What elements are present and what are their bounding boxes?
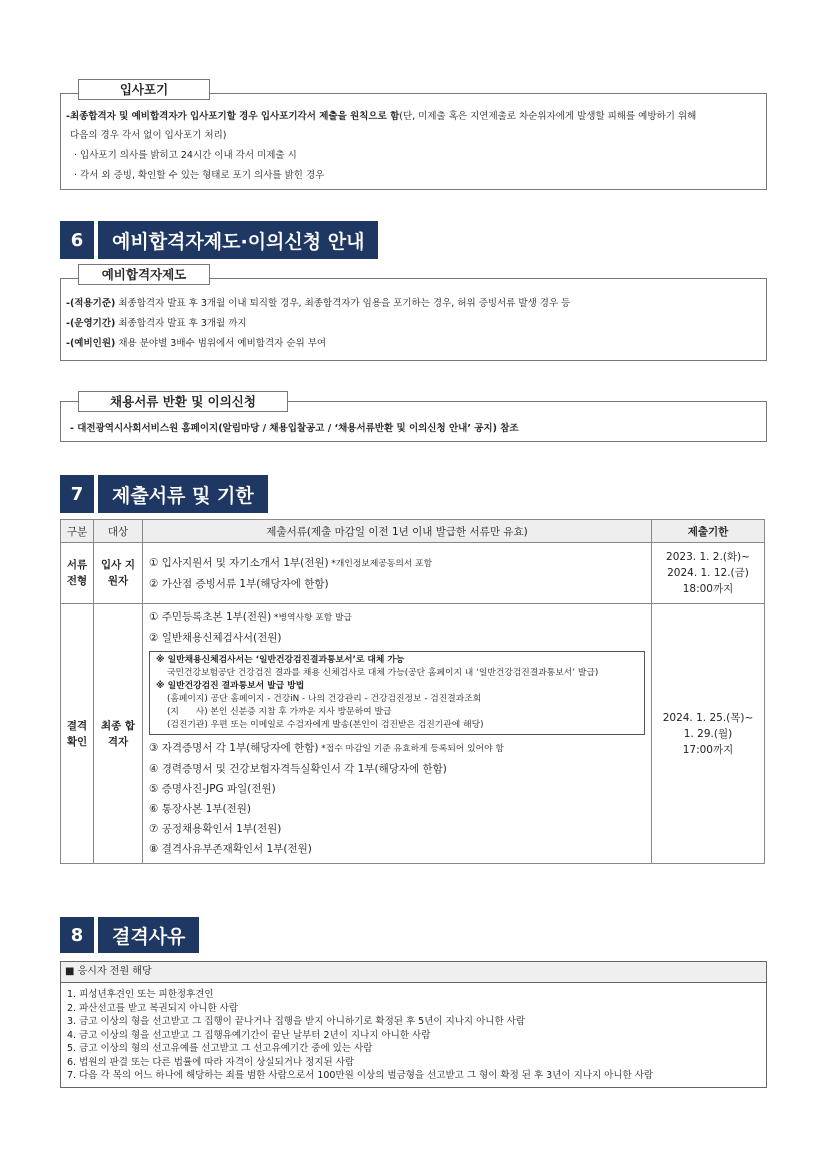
row2-item-8: ⑧ 결격사유부존재확인서 1부(전원) <box>149 843 312 855</box>
row1-documents <box>143 543 652 604</box>
row1-item-2: ② 가산점 증빙서류 1부(해당자에 한함) <box>149 577 329 590</box>
row2-category: 결격 확인 <box>61 604 94 864</box>
disqualification-item: 2. 파산선고를 받고 복권되지 아니한 사람 <box>67 1002 238 1014</box>
disqualification-item: 4. 금고 이상의 형을 선고받고 그 집행유예기간이 끝난 날부터 2년이 지나지 아니한 사람 <box>67 1029 431 1041</box>
note-line-2: 국민건강보험공단 건강검진 결과를 채용 신체검사로 대체 가능(공단 홈페이지 내 ‘일반건강검진결과통보서’ 발급) <box>167 668 599 678</box>
header-documents: 제출서류(제출 마감일 이전 1년 이내 발급한 서류만 유효) <box>143 520 652 543</box>
section-8-header <box>60 917 199 953</box>
row1-deadline-2: 2024. 1. 12.(금) <box>667 567 749 579</box>
row2-documents <box>143 604 652 864</box>
row2-item-4: ④ 경력증명서 및 건강보험자격득실확인서 각 1부(해당자에 한함) <box>149 763 447 775</box>
return-line-1: - 대전광역시사회서비스원 홈페이지(알림마당 / 채용입찰공고 / ‘채용서류반환 및 이의신청 안내’ 공지) 참조 <box>70 423 519 434</box>
row1-deadline-1: 2023. 1. 2.(화)~ <box>666 551 750 563</box>
row1-deadline-3: 18:00까지 <box>682 583 734 595</box>
row2-deadline <box>652 604 765 864</box>
note-line-3: ※ 일반건강검진 결과통보서 발급 방법 <box>156 681 305 691</box>
disqualification-item: 1. 피성년후견인 또는 피한정후견인 <box>67 989 214 1000</box>
withdrawal-tab: 입사포기 <box>78 79 210 100</box>
note-line-6: (검진기관) 우편 또는 이메일로 수검자에게 발송(본인이 검진받은 검진기관에 해당) <box>167 720 484 730</box>
row1-target: 입사 지원자 <box>94 543 143 604</box>
row1-item-1: ① 입사지원서 및 자기소개서 1부(전원) *개인정보제공동의서 포함 <box>149 556 433 569</box>
section-7-title: 제출서류 및 기한 <box>98 475 268 513</box>
row2-deadline-2: 1. 29.(월) <box>683 727 733 740</box>
row2-target: 최종 합격자 <box>94 604 143 864</box>
row2-deadline-1: 2024. 1. 25.(목)~ <box>662 711 754 724</box>
health-check-note <box>149 651 645 735</box>
withdrawal-line-4: · 각서 외 증빙, 확인할 수 있는 형태로 포기 의사를 밝힌 경우 <box>74 170 325 181</box>
note-line-1: ※ 일반채용신체검사서는 ‘일반건강검진결과통보서’로 대체 가능 <box>156 655 405 665</box>
section-8-title: 결격사유 <box>98 917 199 953</box>
row1-category: 서류 전형 <box>61 543 94 604</box>
row1-deadline <box>652 543 765 604</box>
note-line-4: (홈페이지) 공단 홈페이지 - 건강iN - 나의 건강관리 - 건강검진정보 - 검진결과조회 <box>167 694 482 704</box>
header-target: 대상 <box>94 520 143 543</box>
section-6-header <box>60 221 378 259</box>
section-7-number: 7 <box>60 475 94 513</box>
reserve-line-3: -(예비인원) 채용 분야별 3배수 범위에서 예비합격자 순위 부여 <box>66 338 327 349</box>
header-category: 구분 <box>61 520 94 543</box>
row2-item-3: ③ 자격증명서 각 1부(해당자에 한함) *접수 마감일 기준 유효하게 등록되어 있어야 함 <box>149 742 504 754</box>
row2-item-6: ⑥ 통장사본 1부(전원) <box>149 803 251 815</box>
row2-deadline-3: 17:00까지 <box>682 743 734 756</box>
section-6-number: 6 <box>60 221 94 259</box>
withdrawal-line-3: · 입사포기 의사를 밝히고 24시간 이내 각서 미제출 시 <box>74 150 297 161</box>
reserve-line-1: -(적용기준) 최종합격자 발표 후 3개월 이내 퇴직할 경우, 최종합격자가 임용을 포기하는 경우, 허위 증빙서류 발생 경우 등 <box>66 298 571 309</box>
withdrawal-line-1: -최종합격자 및 예비합격자가 입사포기할 경우 입사포기각서 제출을 원칙으로 함(단, 미제출 혹은 지연제출로 차순위자에게 발생할 피해를 예방하기 위해 <box>66 111 697 122</box>
withdrawal-line-2: 다음의 경우 각서 없이 입사포기 처리) <box>70 130 227 141</box>
disqualification-item: 6. 법원의 판결 또는 다른 법률에 따라 자격이 상실되거나 정지된 사람 <box>67 1056 355 1068</box>
reserve-tab: 예비합격자제도 <box>78 264 210 285</box>
row2-item-7: ⑦ 공정채용확인서 1부(전원) <box>149 823 282 835</box>
reserve-line-2: -(운영기간) 최종합격자 발표 후 3개월 까지 <box>66 318 247 329</box>
row2-item-1: ① 주민등록초본 1부(전원) *병역사항 포함 발급 <box>149 611 353 623</box>
note-line-5: (지 사) 본인 신분증 지참 후 가까운 지사 방문하여 발급 <box>167 707 392 717</box>
row2-item-2: ② 일반채용신체검사서(전원) <box>149 632 282 644</box>
return-tab: 채용서류 반환 및 이의신청 <box>78 391 288 412</box>
row2-item-5: ⑤ 증명사진-JPG 파일(전원) <box>149 783 276 795</box>
disqualification-item: 5. 금고 이상의 형의 선고유예를 선고받고 그 선고유예기간 중에 있는 사람 <box>67 1043 373 1054</box>
disqualification-item: 3. 금고 이상의 형을 선고받고 그 집행이 끝나거나 집행을 받지 아니하기로 확정된 후 5년이 지나지 아니한 사람 <box>67 1016 526 1027</box>
disqualification-box <box>60 961 767 1088</box>
documents-table <box>60 519 765 864</box>
section-8-number: 8 <box>60 917 94 953</box>
section-7-header <box>60 475 268 513</box>
header-deadline: 제출기한 <box>652 520 765 543</box>
disqualification-head: ■ 응시자 전원 해당 <box>61 962 766 983</box>
disqualification-item: 7. 다음 각 목의 어느 하나에 해당하는 죄를 범한 사람으로서 100만원 이상의 벌금형을 선고받고 그 형이 확정 된 후 3년이 지나지 아니한 사람 <box>67 1070 654 1081</box>
section-6-title: 예비합격자제도·이의신청 안내 <box>98 221 378 259</box>
disqualification-list <box>61 983 766 1087</box>
